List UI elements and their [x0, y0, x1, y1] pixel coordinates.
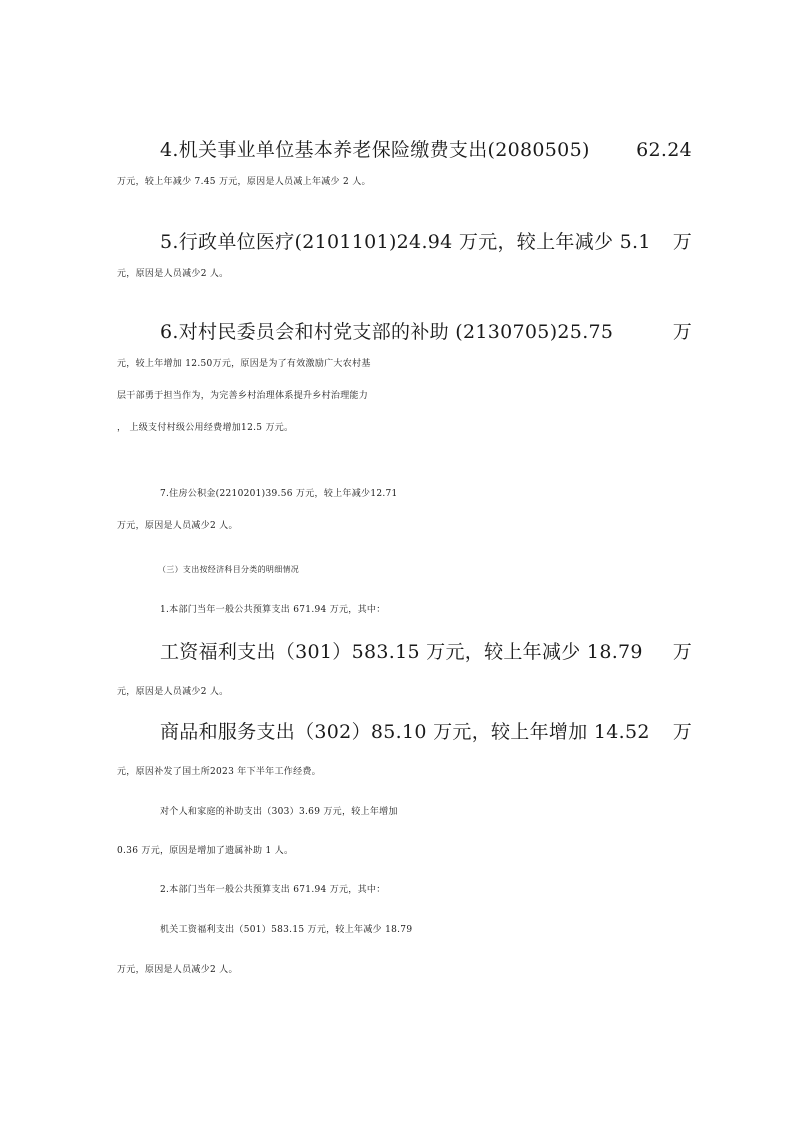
item-4-line-2: 万元，较上年减少 7.45 万元，原因是人员减上年减少 2 人。 — [117, 177, 371, 187]
para-3-unit: 万 — [672, 721, 692, 743]
section-3-para-3-line-2: 元，原因补发了国土所2023 年下半年工作经费。 — [117, 767, 321, 777]
section-3-para-1: 1.本部门当年一般公共预算支出 671.94 万元，其中： — [160, 605, 386, 615]
item-7-line-1: 7.住房公积金(2210201)39.56 万元，较上年减少12.71 — [160, 489, 398, 499]
item-4-line-1 — [160, 138, 692, 162]
item-7-line-2: 万元，原因是人员减少2 人。 — [117, 521, 238, 531]
item-6-unit: 万 — [672, 321, 692, 343]
item-4-text: 4.机关事业单位基本养老保险缴费支出(2080505) — [160, 139, 590, 161]
section-3-para-3-line-1 — [160, 720, 692, 744]
item-5-line-2: 元，原因是人员减少2 人。 — [117, 269, 229, 279]
section-3-para-6-line-1: 机关工资福利支出（501）583.15 万元，较上年减少 18.79 — [160, 925, 413, 935]
item-4-amount: 62.24 — [636, 139, 692, 161]
para-3-text: 商品和服务支出（302）85.10 万元，较上年增加 14.52 — [160, 721, 650, 743]
section-3-para-2-line-2: 元，原因是人员减少2 人。 — [117, 687, 229, 697]
item-5-text: 5.行政单位医疗(2101101)24.94 万元，较上年减少 5.1 — [160, 231, 651, 253]
para-2-text: 工资福利支出（301）583.15 万元，较上年减少 18.79 — [160, 641, 643, 663]
section-3-para-5: 2.本部门当年一般公共预算支出 671.94 万元，其中： — [160, 885, 386, 895]
para-2-unit: 万 — [672, 641, 692, 663]
item-6-line-4: ， 上级支付村级公用经费增加12.5 万元。 — [117, 423, 294, 433]
section-3-para-4-line-1: 对个人和家庭的补助支出（303）3.69 万元，较上年增加 — [160, 807, 398, 817]
item-5-line-1 — [160, 230, 692, 254]
section-3-para-6-line-2: 万元，原因是人员减少2 人。 — [117, 965, 238, 975]
item-6-line-2: 元，较上年增加 12.50万元，原因是为了有效激励广大农村基 — [117, 359, 371, 369]
section-3-para-4-line-2: 0.36 万元，原因是增加了遗属补助 1 人。 — [117, 846, 294, 856]
section-3-heading: （三）支出按经济科目分类的明细情况 — [158, 565, 300, 574]
item-6-text: 6.对村民委员会和村党支部的补助 (2130705)25.75 — [160, 321, 614, 343]
item-6-line-3: 层干部勇于担当作为，为完善乡村治理体系提升乡村治理能力 — [117, 391, 369, 401]
item-6-line-1 — [160, 320, 692, 344]
section-3-para-2-line-1 — [160, 640, 692, 664]
item-5-unit: 万 — [672, 231, 692, 253]
